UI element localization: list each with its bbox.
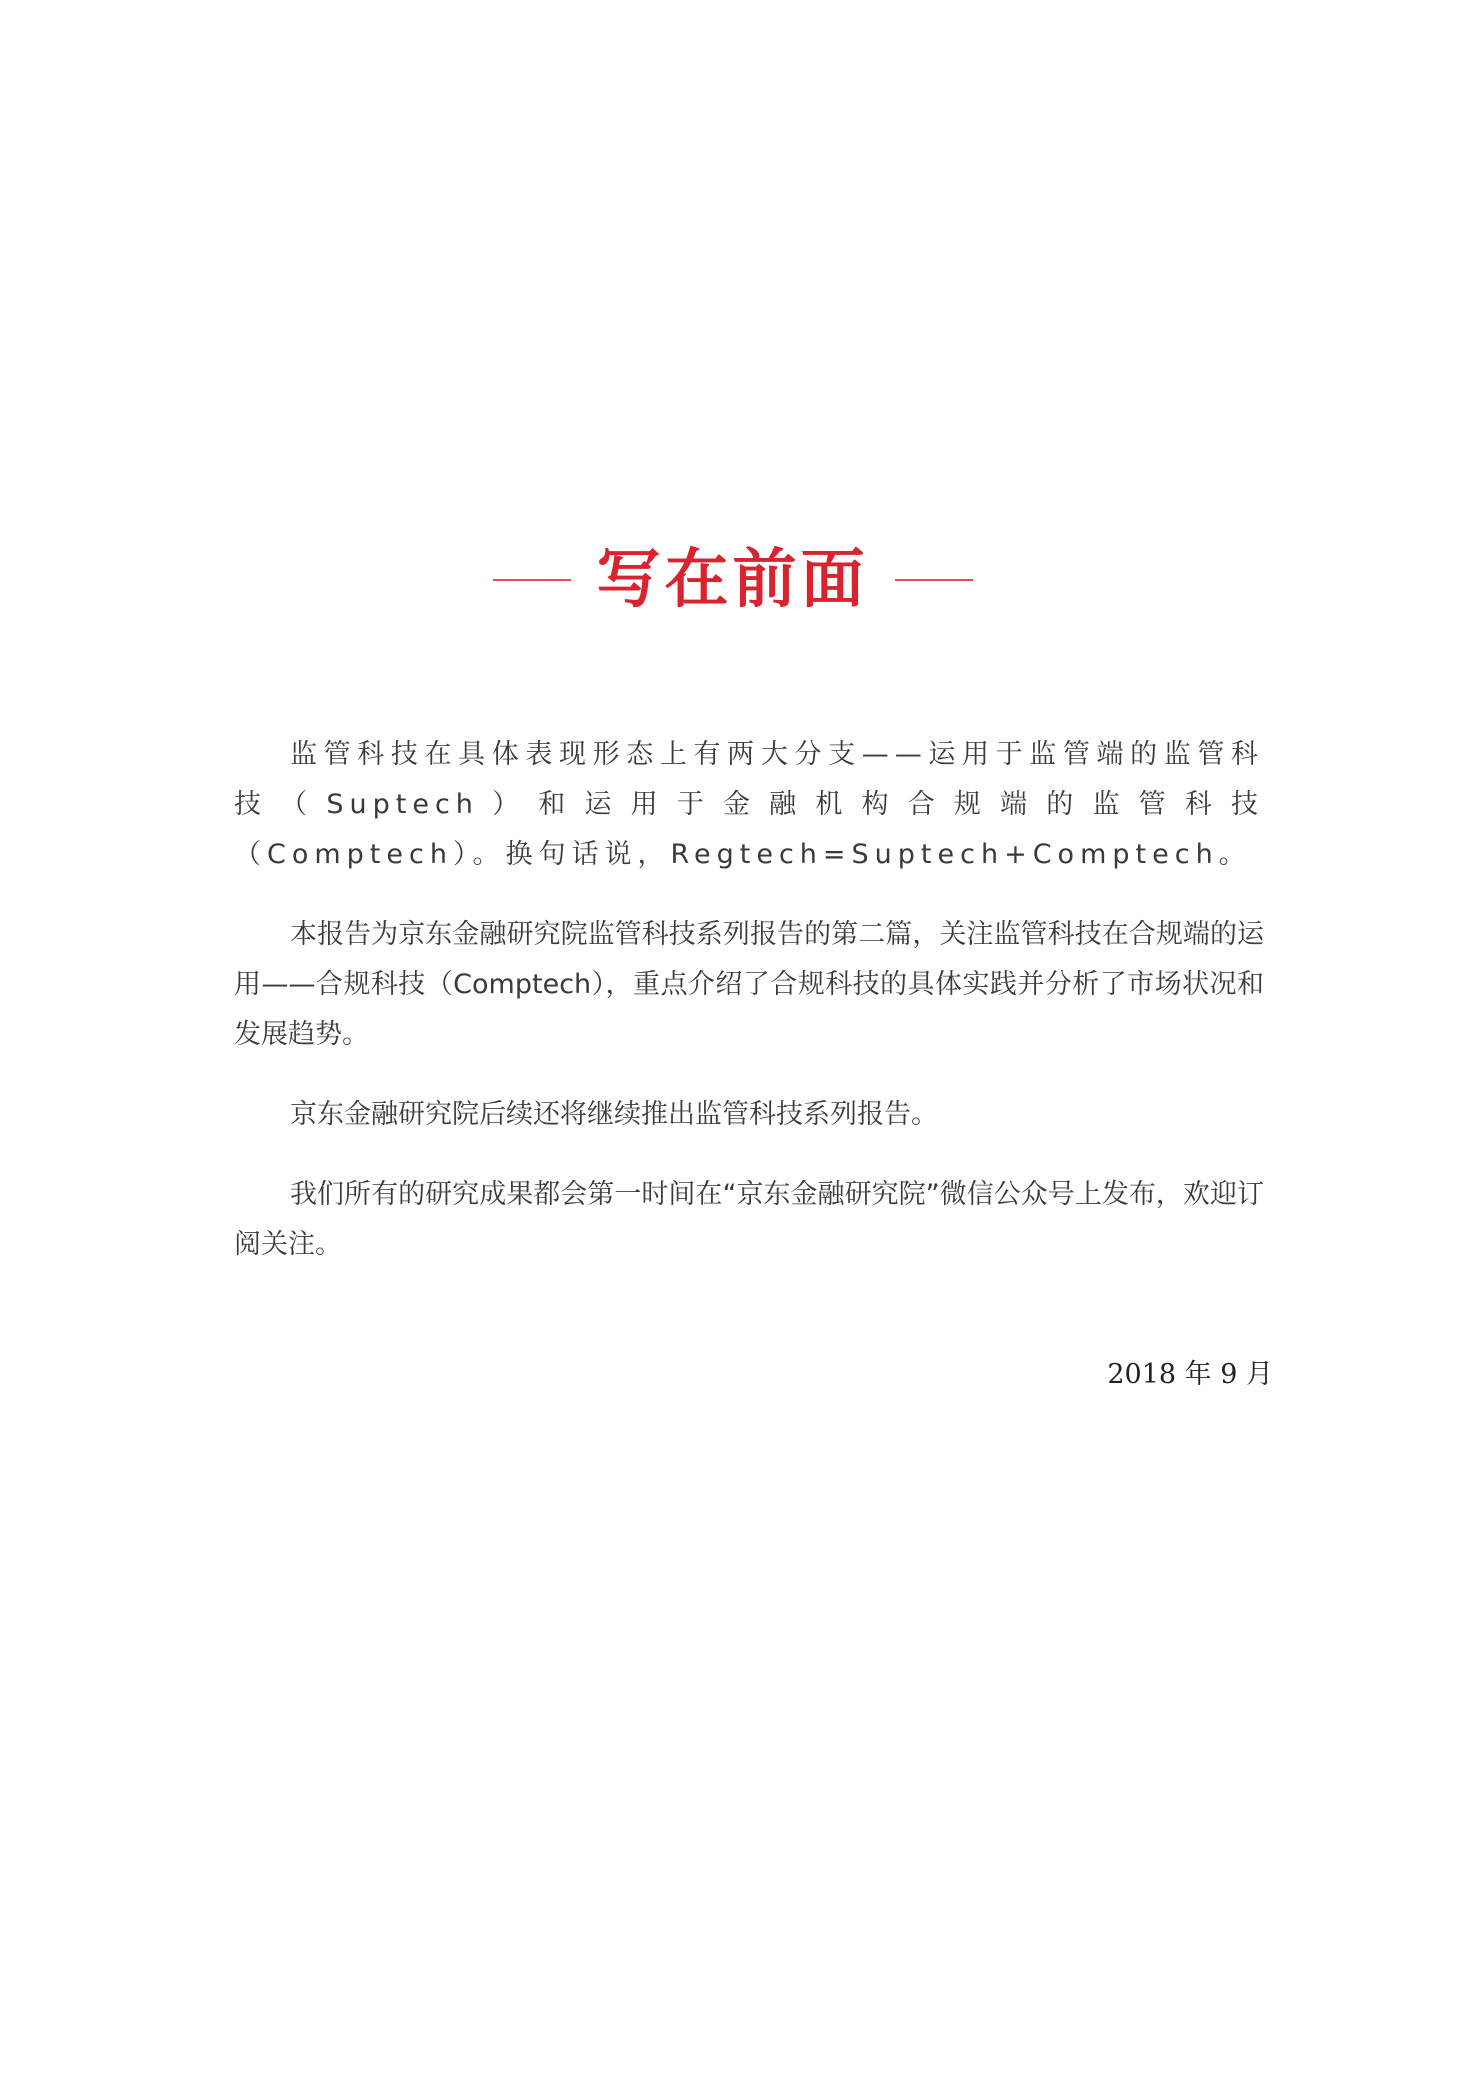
heading-left-rule: [493, 579, 571, 581]
paragraph-intro: 监管科技在具体表现形态上有两大分支——运用于监管端的监管科技（Suptech）和运用于金融机构合规端的监管科技（Comptech）。换句话说，Regtech=Suptech+Comptech。: [234, 739, 1264, 870]
publish-date: 2018 年 9 月: [1107, 1359, 1273, 1390]
body-text: [234, 730, 1264, 1300]
heading-right-rule: [895, 579, 973, 581]
page-title: 写在前面: [596, 543, 869, 617]
paragraph-series: 京东金融研究院后续还将继续推出监管科技系列报告。: [290, 1099, 938, 1130]
section-heading: [0, 530, 1465, 630]
paragraph-subscribe: 我们所有的研究成果都会第一时间在“京东金融研究院”微信公众号上发布，欢迎订阅关注。: [234, 1179, 1264, 1260]
paragraph-report: 本报告为京东金融研究院监管科技系列报告的第二篇，关注监管科技在合规端的运用——合规科技（Comptech），重点介绍了合规科技的具体实践并分析了市场状况和发展趋势。: [234, 919, 1264, 1050]
